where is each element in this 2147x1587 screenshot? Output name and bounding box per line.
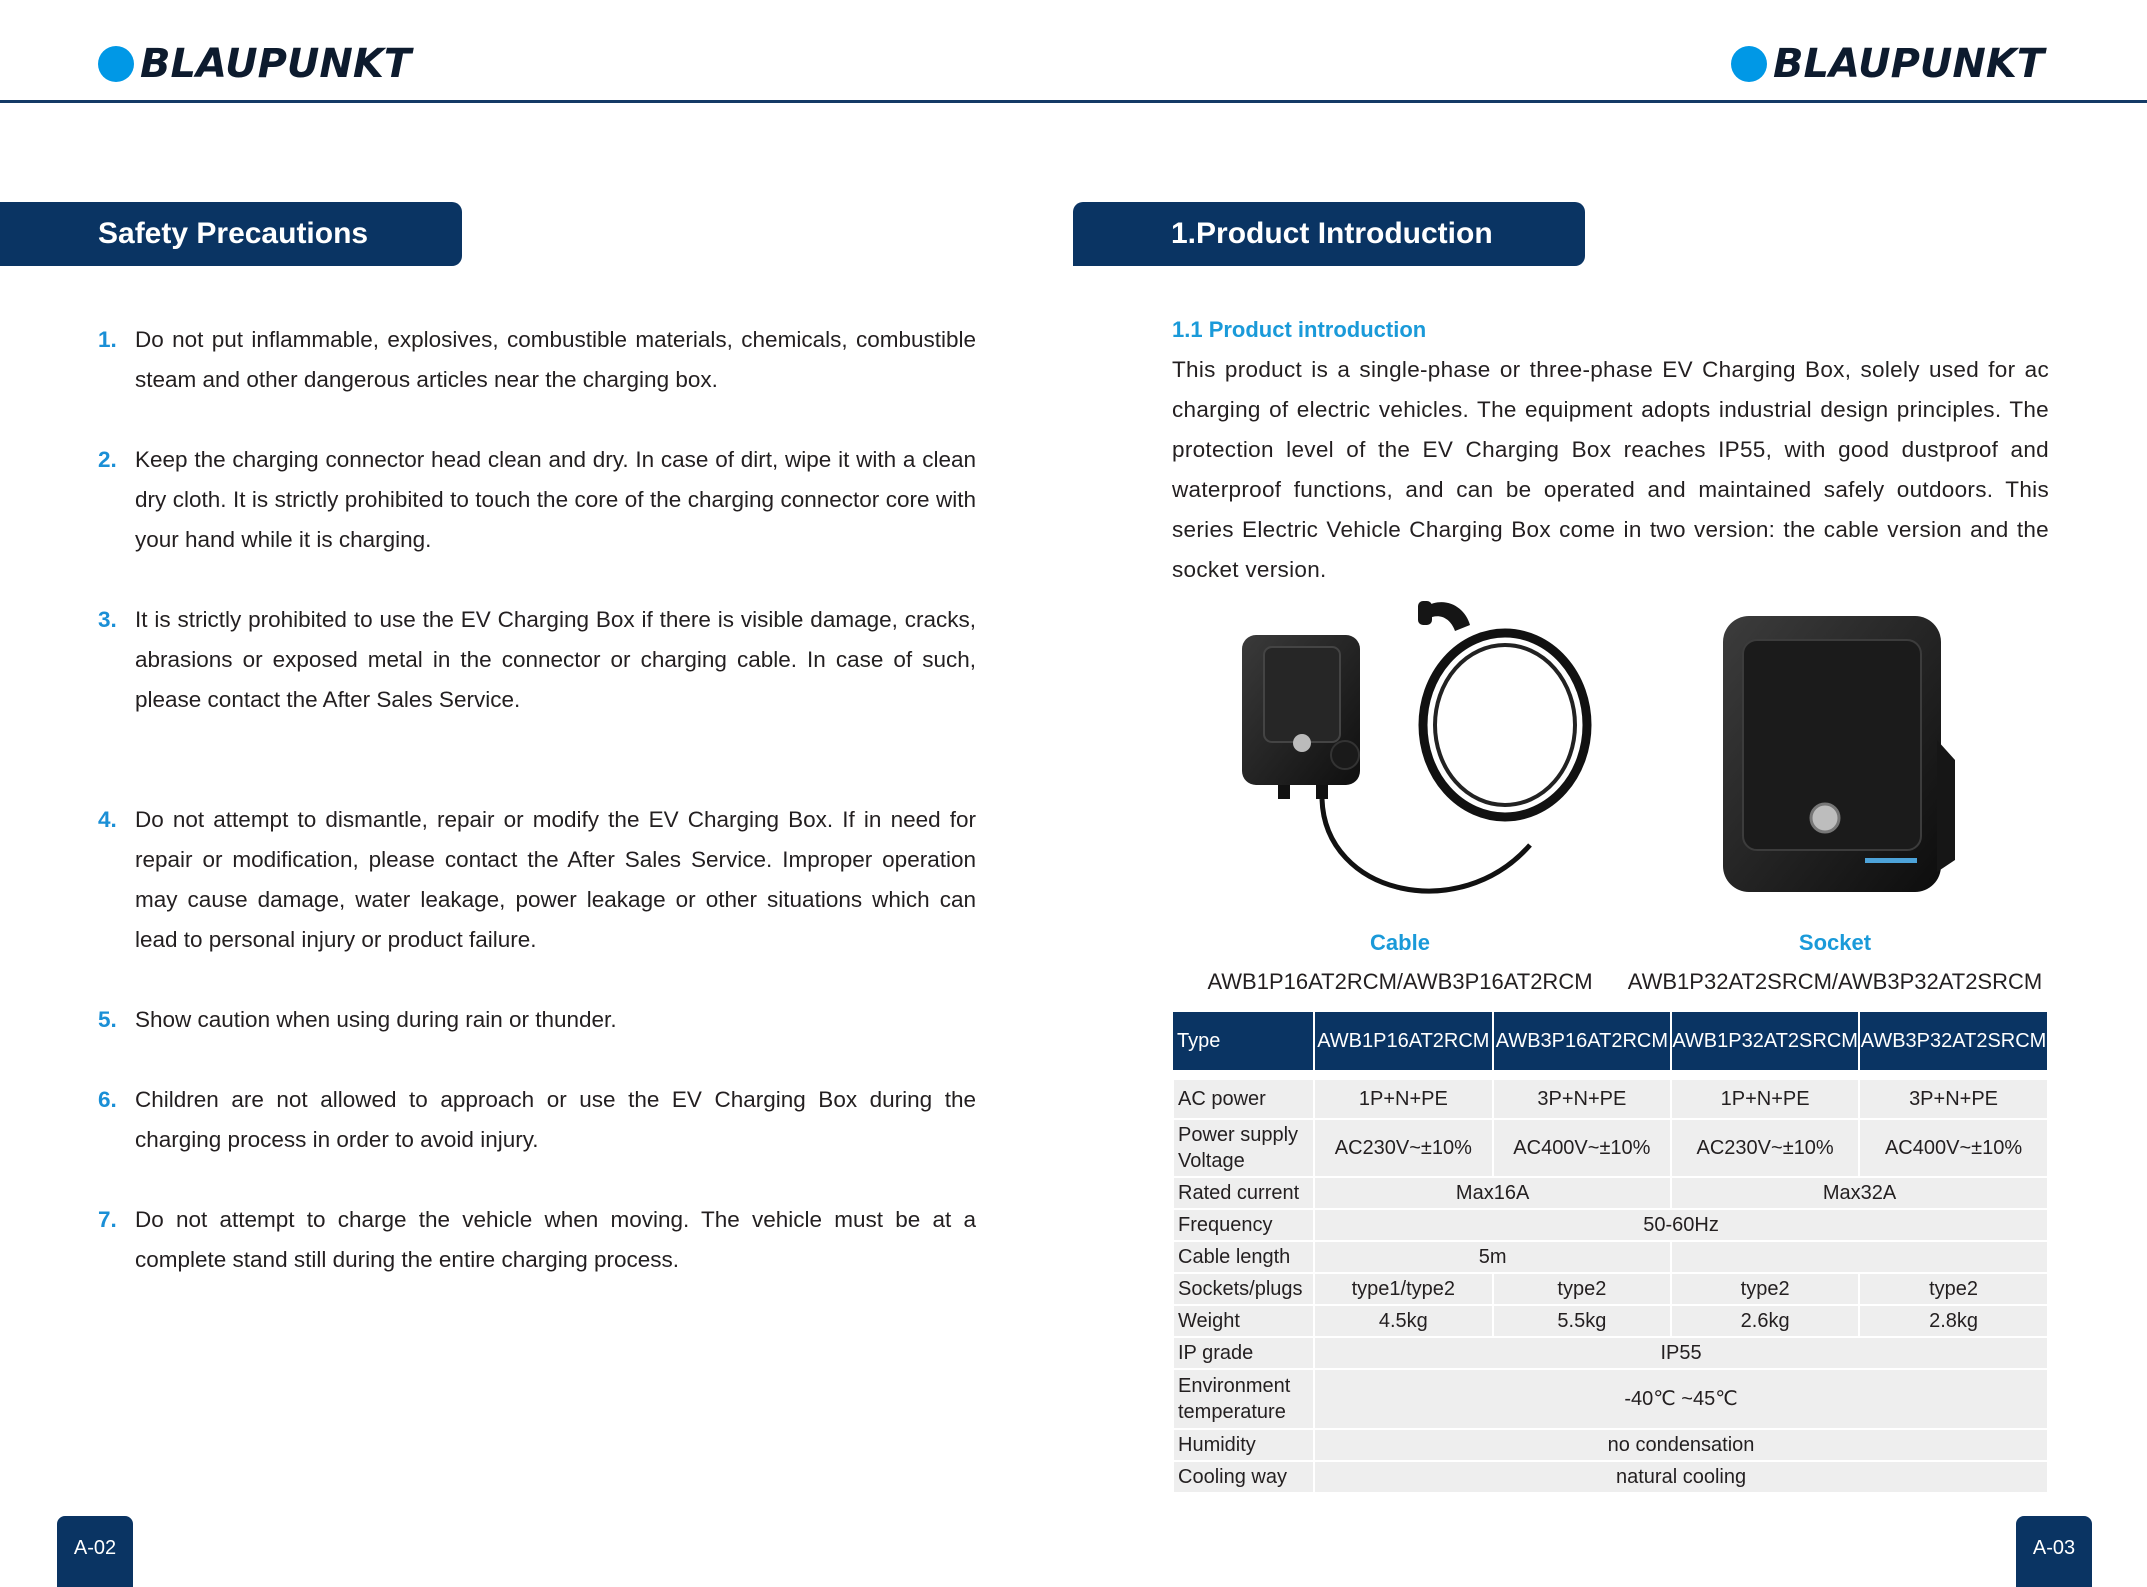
table-cell: AC230V~±10% — [1671, 1119, 1859, 1177]
table-cell: type2 — [1859, 1273, 2048, 1305]
list-number: 3. — [98, 607, 117, 632]
list-text: Show caution when using during rain or thunder. — [135, 1007, 617, 1032]
table-cell: AC400V~±10% — [1493, 1119, 1672, 1177]
table-cell: 3P+N+PE — [1493, 1079, 1672, 1119]
table-cell: IP55 — [1314, 1337, 2048, 1369]
table-cell: Cable length — [1173, 1241, 1314, 1273]
table-cell: AC230V~±10% — [1314, 1119, 1493, 1177]
table-cell: Weight — [1173, 1305, 1314, 1337]
list-text: Do not put inflammable, explosives, combustible materials, chemicals, combustible steam and other dangerous articles near the charging box. — [135, 327, 976, 392]
safety-heading: Safety Precautions — [0, 202, 462, 266]
table-header-cell: Type — [1173, 1012, 1314, 1070]
list-item — [98, 440, 976, 560]
table-row — [1173, 1209, 2048, 1241]
table-row — [1173, 1305, 2048, 1337]
socket-caption: Socket — [1798, 930, 1872, 955]
list-text: It is strictly prohibited to use the EV Charging Box if there is visible damage, cracks, abrasions or exposed metal in the connector or charging cable. In case of such, please contact the After Sales Service. — [135, 607, 976, 712]
list-text: Do not attempt to charge the vehicle when moving. The vehicle must be at a complete stand still during the entire charging process. — [135, 1207, 976, 1272]
table-row — [1173, 1429, 2048, 1461]
table-row — [1173, 1241, 2048, 1273]
list-item — [98, 320, 976, 400]
table-cell: 4.5kg — [1314, 1305, 1493, 1337]
list-item — [98, 1200, 976, 1280]
table-row — [1173, 1461, 2048, 1493]
table-cell: Environment temperature — [1173, 1369, 1314, 1429]
table-cell: AC power — [1173, 1079, 1314, 1119]
table-cell: natural cooling — [1314, 1461, 2048, 1493]
table-cell: type2 — [1671, 1273, 1859, 1305]
cable-caption: Cable — [1370, 930, 1430, 955]
table-cell: 2.6kg — [1671, 1305, 1859, 1337]
logo-dot-icon — [98, 46, 134, 82]
table-cell: -40℃ ~45℃ — [1314, 1369, 2048, 1429]
table-cell: 1P+N+PE — [1671, 1079, 1859, 1119]
brand-logo-left — [98, 41, 412, 87]
cable-models: AWB1P16AT2RCM/AWB3P16AT2RCM — [1207, 969, 1593, 994]
header-divider — [0, 100, 2147, 103]
brand-logo-right — [1731, 41, 2045, 87]
table-cell — [1671, 1241, 2048, 1273]
socket-models: AWB1P32AT2SRCM/AWB3P32AT2SRCM — [1627, 969, 2043, 994]
table-cell: Max16A — [1314, 1177, 1671, 1209]
list-number: 7. — [98, 1207, 117, 1232]
table-header-cell: AWB1P16AT2RCM — [1314, 1012, 1493, 1070]
list-item — [98, 800, 976, 960]
logo-wordmark: BLAUPUNKT — [1773, 41, 2045, 87]
list-number: 2. — [98, 447, 117, 472]
logo-wordmark: BLAUPUNKT — [140, 41, 412, 87]
table-cell: type2 — [1493, 1273, 1672, 1305]
table-row — [1173, 1177, 2048, 1209]
table-row — [1173, 1119, 2048, 1177]
list-number: 5. — [98, 1007, 117, 1032]
table-cell: type1/type2 — [1314, 1273, 1493, 1305]
table-cell: 5m — [1314, 1241, 1671, 1273]
table-row — [1173, 1337, 2048, 1369]
table-cell: 5.5kg — [1493, 1305, 1672, 1337]
page-number-right: A-03 — [2016, 1516, 2092, 1587]
table-header-cell: AWB3P16AT2RCM — [1493, 1012, 1672, 1070]
table-cell: 50-60Hz — [1314, 1209, 2048, 1241]
table-cell: Power supply Voltage — [1173, 1119, 1314, 1177]
list-text: Children are not allowed to approach or use the EV Charging Box during the charging process in order to avoid injury. — [135, 1087, 976, 1152]
list-number: 6. — [98, 1087, 117, 1112]
table-cell: Cooling way — [1173, 1461, 1314, 1493]
table-cell: Humidity — [1173, 1429, 1314, 1461]
table-header-cell: AWB3P32AT2SRCM — [1859, 1012, 2048, 1070]
product-intro-heading: 1.Product Introduction — [1073, 202, 1585, 266]
socket-charger-image — [1715, 610, 1965, 900]
list-item — [98, 600, 976, 720]
table-cell: Max32A — [1671, 1177, 2048, 1209]
table-header-cell: AWB1P32AT2SRCM — [1671, 1012, 1859, 1070]
table-cell: no condensation — [1314, 1429, 2048, 1461]
logo-dot-icon — [1731, 46, 1767, 82]
table-row — [1173, 1369, 2048, 1429]
list-item — [98, 1080, 976, 1160]
product-intro-body: This product is a single-phase or three-phase EV Charging Box, solely used for ac charging of electric vehicles. The equipment adopts industrial design principles. The protection level of the EV Charging Box reaches IP55, with good dustproof and waterproof functions, and can be operated and maintained safely outdoors. This series Electric Vehicle Charging Box come in two version: the cable version and the socket version. — [1172, 357, 2049, 582]
table-cell: 1P+N+PE — [1314, 1079, 1493, 1119]
page-number-left: A-02 — [57, 1516, 133, 1587]
list-number: 4. — [98, 807, 117, 832]
table-cell: 2.8kg — [1859, 1305, 2048, 1337]
table-row — [1173, 1273, 2048, 1305]
table-cell: IP grade — [1173, 1337, 1314, 1369]
cable-charger-image — [1230, 595, 1600, 915]
table-cell: Frequency — [1173, 1209, 1314, 1241]
product-intro-subheading: 1.1 Product introduction — [1172, 317, 1427, 342]
list-number: 1. — [98, 327, 117, 352]
list-text: Do not attempt to dismantle, repair or modify the EV Charging Box. If in need for repair or modification, please contact the After Sales Service. Improper operation may cause damage, water leakage, power leakage or other situations which can lead to personal injury or product failure. — [135, 807, 976, 952]
spec-table — [1172, 1012, 2049, 1494]
table-cell: 3P+N+PE — [1859, 1079, 2048, 1119]
table-cell: Sockets/plugs — [1173, 1273, 1314, 1305]
table-cell: Rated current — [1173, 1177, 1314, 1209]
table-header-row — [1173, 1012, 2048, 1070]
table-cell: AC400V~±10% — [1859, 1119, 2048, 1177]
list-item — [98, 1000, 976, 1040]
table-row — [1173, 1079, 2048, 1119]
list-text: Keep the charging connector head clean and dry. In case of dirt, wipe it with a clean dry cloth. It is strictly prohibited to touch the core of the charging connector core with your hand while it is charging. — [135, 447, 976, 552]
